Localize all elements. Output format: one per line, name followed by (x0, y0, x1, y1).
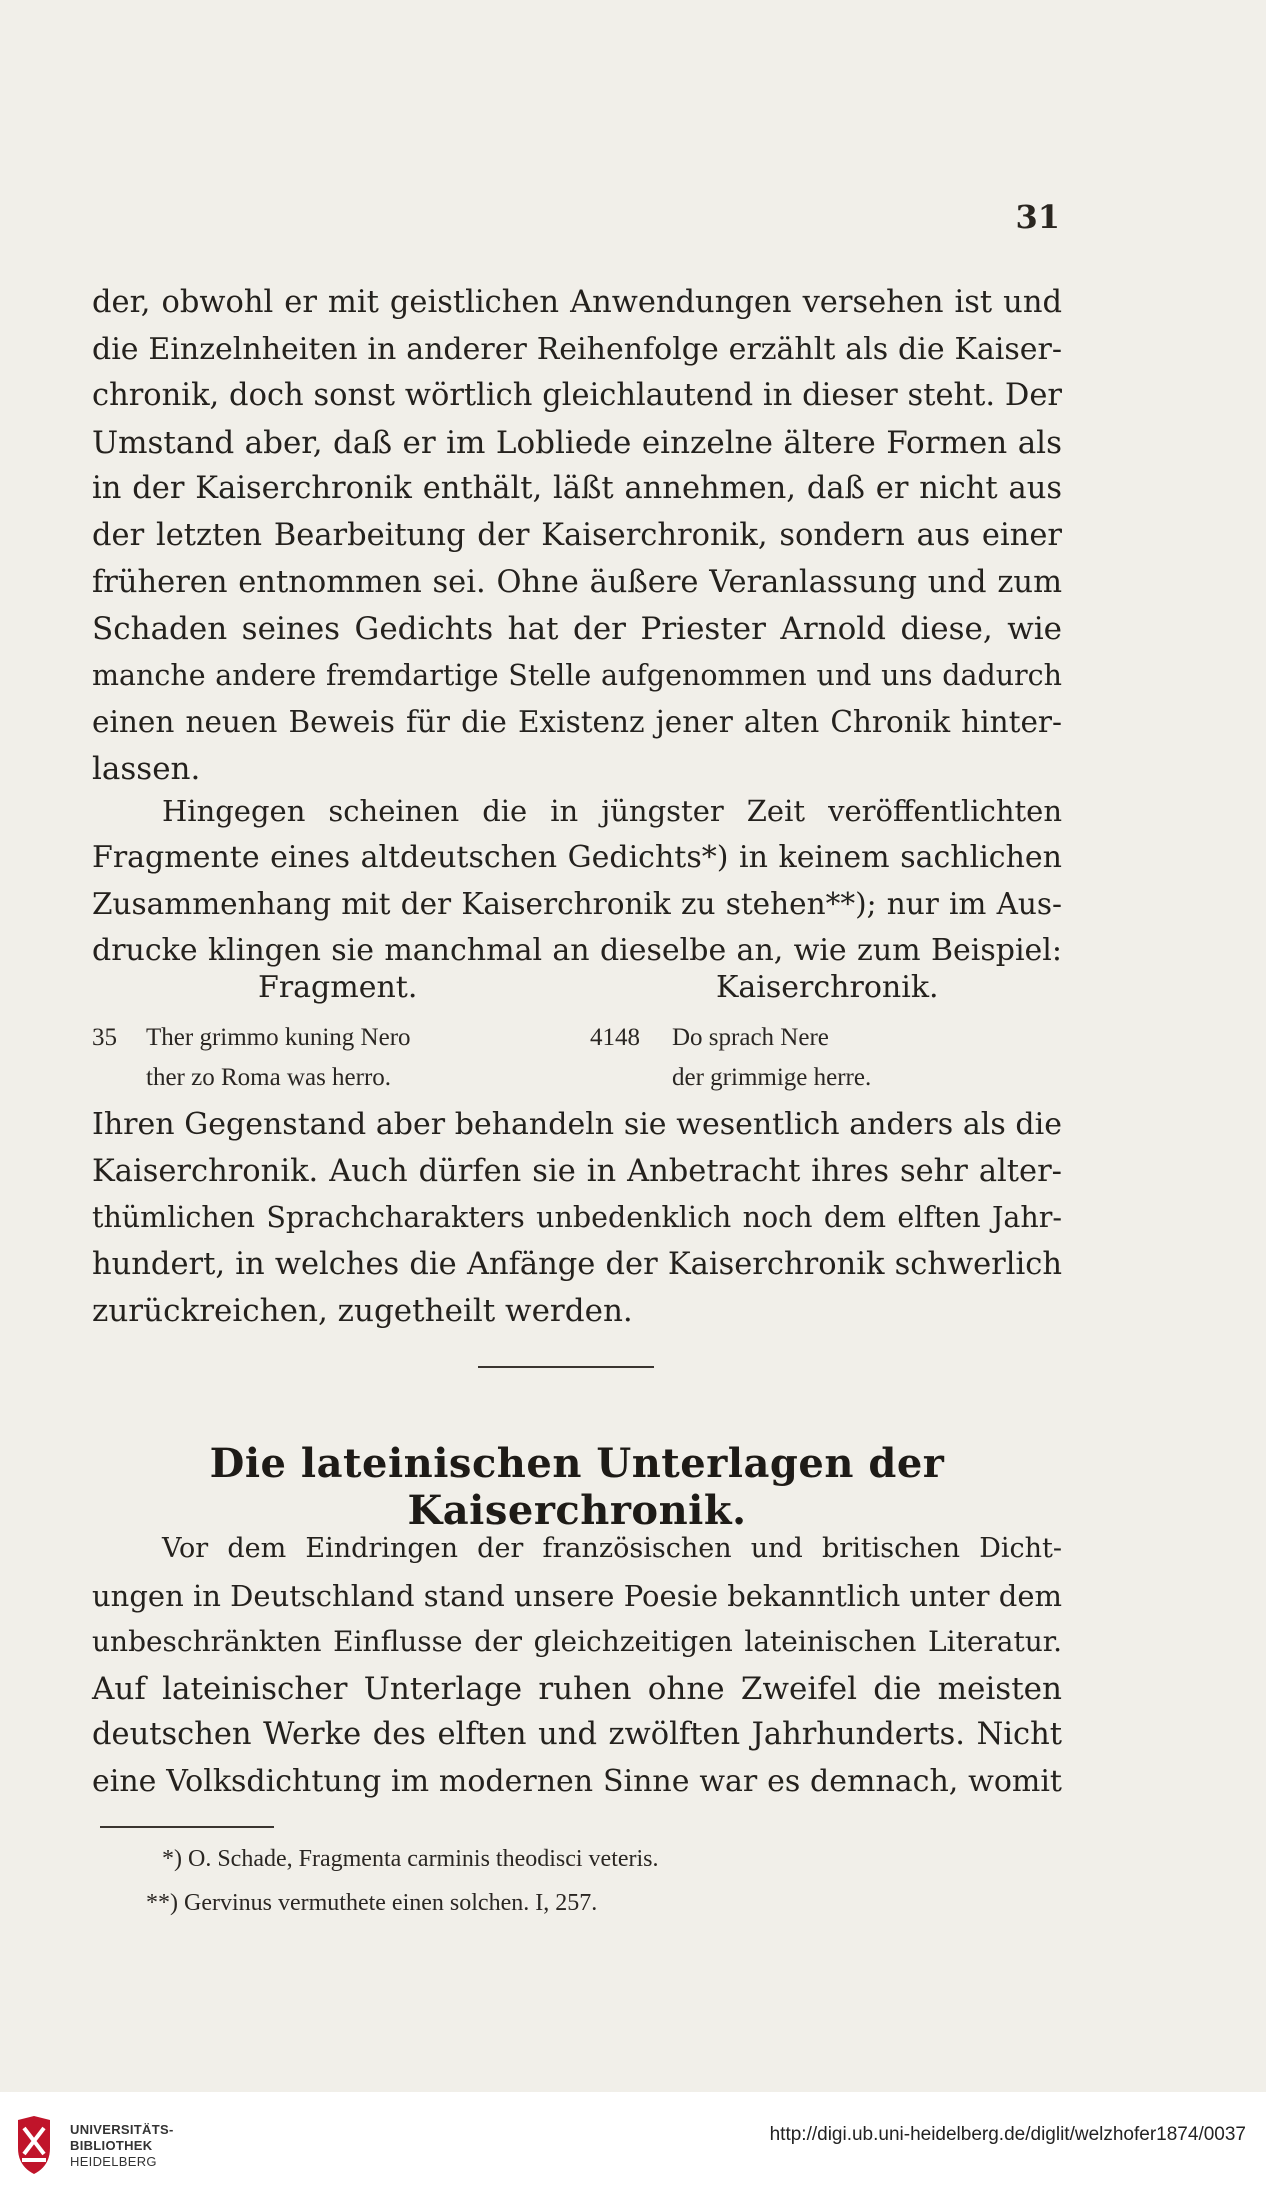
text-line: chronik, doch sonst wörtlich gleichlautend in dieser steht. Der (92, 378, 1062, 414)
text-line: die Einzelnheiten in anderer Reihenfolge erzählt als die Kaiser- (92, 331, 1062, 367)
verse-left-1: Ther grimmo kuning Nero (146, 1024, 411, 1051)
paragraph-2 (92, 788, 1062, 974)
text-line: ungen in Deutschland stand unsere Poesie bekanntlich unter dem (92, 1578, 1062, 1613)
text-line: manche andere fremdartige Stelle aufgenommen und uns dadurch (92, 658, 1062, 692)
verse-right-1: Do sprach Nere (672, 1024, 829, 1051)
text-line: einen neuen Beweis für die Existenz jener alten Chronik hinter- (92, 705, 1062, 740)
paragraph-4 (92, 1526, 1062, 1806)
logo-text-line-3: HEIDELBERG (70, 2154, 157, 2169)
text-line: lassen. (92, 750, 201, 787)
verse-left-2: ther zo Roma was herro. (146, 1064, 392, 1091)
text-line: in der Kaiserchronik enthält, läßt annehmen, daß er nicht aus (92, 471, 1062, 507)
text-line: Fragmente eines altdeutschen Gedichts*) in keinem sachlichen (92, 839, 1062, 875)
verse-number-right: 4148 (590, 1024, 640, 1051)
text-line: Auf lateinischer Unterlage ruhen ohne Zweifel die meisten (92, 1670, 1062, 1707)
text-line: thümlichen Sprachcharakters unbedenklich noch dem elften Jahr- (92, 1201, 1062, 1235)
footnote-rule (100, 1826, 274, 1828)
footnote-2: **) Gervinus vermuthete einen solchen. I, 257. (146, 1890, 598, 1916)
text-line: der, obwohl er mit geistlichen Anwendungen versehen ist und (92, 285, 1062, 320)
paragraph-3 (92, 1102, 1062, 1335)
text-line: eine Volksdichtung im modernen Sinne war es demnach, womit (92, 1763, 1062, 1799)
text-line: unbeschränkten Einflusse der gleichzeitigen lateinischen Literatur. (92, 1625, 1062, 1659)
text-line: Hingegen scheinen die in jüngster Zeit veröffentlichten (162, 794, 1062, 828)
university-library-logo-icon (12, 2114, 56, 2176)
text-line: Schaden seines Gedichts hat der Priester Arnold diese, wie (92, 611, 1062, 648)
text-line: Vor dem Eindringen der französischen und britischen Dicht- (162, 1533, 1062, 1564)
text-line: früheren entnommen sei. Ohne äußere Veranlassung und zum (92, 564, 1062, 600)
text-line: der letzten Bearbeitung der Kaiserchronik, sondern aus einer (92, 517, 1062, 553)
section-heading: Die lateinischen Unterlagen der Kaiserchronik. (209, 1440, 945, 1534)
page-number: 31 (1015, 198, 1060, 236)
text-line: deutschen Werke des elften und zwölften Jahrhunderts. Nicht (92, 1717, 1062, 1753)
text-line: Zusammenhang mit der Kaiserchronik zu stehen**); nur im Aus- (92, 887, 1062, 922)
source-url-link[interactable]: http://digi.ub.uni-heidelberg.de/diglit/welzhofer1874/0037 (769, 2124, 1246, 2145)
text-line: Kaiserchronik. Auch dürfen sie in Anbetracht ihres sehr alter- (92, 1153, 1062, 1189)
text-line: hundert, in welches die Anfänge der Kaiserchronik schwerlich (92, 1246, 1062, 1282)
text-line: Ihren Gegenstand aber behandeln sie wesentlich anders als die (92, 1107, 1062, 1142)
text-line: zurückreichen, zugetheilt werden. (92, 1293, 633, 1330)
verse-number-left: 35 (92, 1024, 117, 1051)
footnote-1: *) O. Schade, Fragmenta carminis theodisci veteris. (162, 1846, 659, 1872)
paragraph-1 (92, 280, 1062, 793)
section-divider (478, 1366, 654, 1368)
logo-text-line-1: UNIVERSITÄTS- (70, 2122, 174, 2137)
kaiserchronik-heading: Kaiserchronik. (716, 970, 939, 1005)
fragment-heading: Fragment. (258, 970, 418, 1005)
logo-text-line-2: BIBLIOTHEK (70, 2138, 153, 2153)
text-line: Umstand aber, daß er im Lobliede einzelne ältere Formen als (92, 424, 1062, 461)
verse-right-2: der grimmige herre. (672, 1064, 872, 1091)
text-line: drucke klingen sie manchmal an dieselbe an, wie zum Beispiel: (92, 932, 1062, 968)
